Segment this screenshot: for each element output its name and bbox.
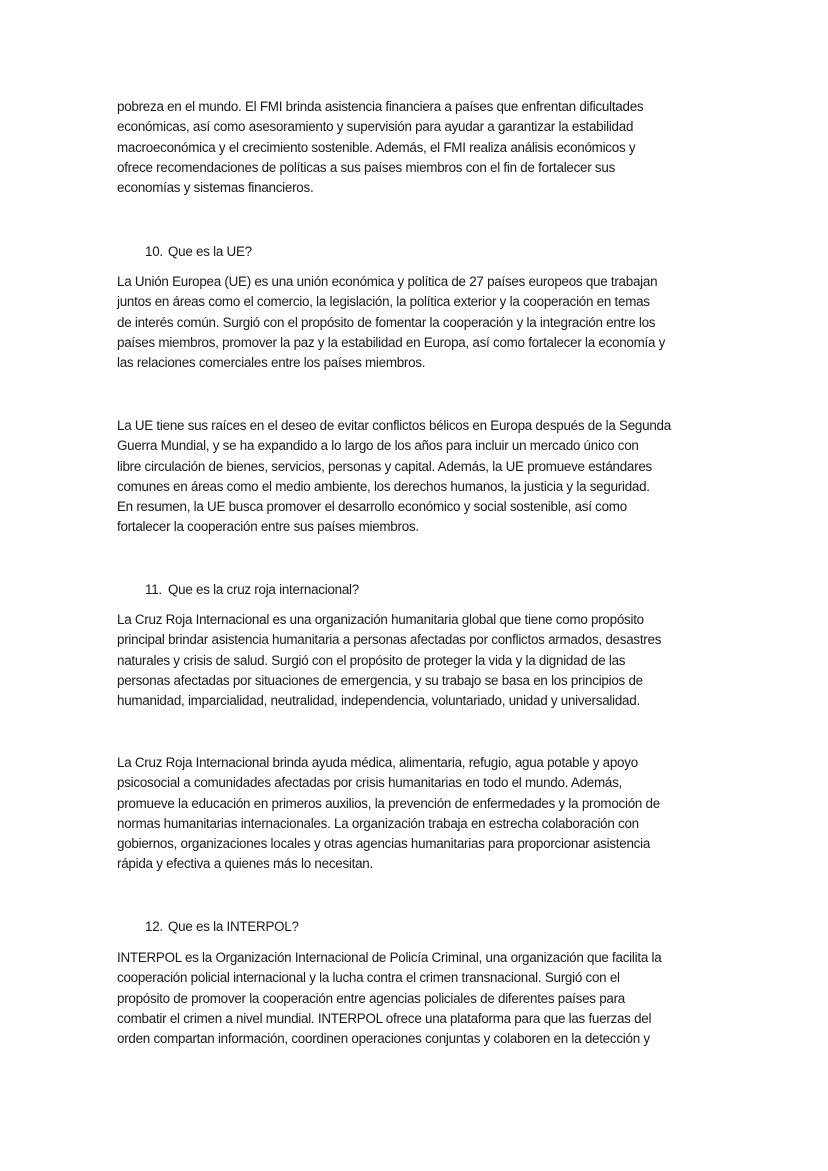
text-line: juntos en áreas como el comercio, la legislación, la política exterior y la cooperación en temas [117, 294, 650, 310]
text-line: combatir el crimen a nivel mundial. INTERPOL ofrece una plataforma para que las fuerzas del [117, 1010, 652, 1026]
text-line: cooperación policial internacional y la lucha contra el crimen transnacional. Surgió con el [117, 970, 620, 986]
paragraph-cruz-roja-activities [117, 753, 717, 875]
text-line: fortalecer la cooperación entre sus países miembros. [117, 519, 419, 535]
paragraph-cruz-roja-definition [117, 610, 717, 711]
text-line: INTERPOL es la Organización Internacional de Policía Criminal, una organización que facilita la [117, 950, 662, 965]
text-line: gobiernos, organizaciones locales y otras agencias humanitarias para proporcionar asistencia [117, 836, 651, 852]
paragraph-ue-definition [117, 272, 717, 373]
text-line: normas humanitarias internacionales. La organización trabaja en estrecha colaboración con [117, 815, 639, 831]
text-line: libre circulación de bienes, servicios, personas y capital. Además, la UE promueve estándares [117, 458, 652, 474]
text-line: naturales y crisis de salud. Surgió con el propósito de proteger la vida y la dignidad de las [117, 652, 626, 668]
text-line: La UE tiene sus raíces en el deseo de evitar conflictos bélicos en Europa después de la Segunda [117, 418, 671, 433]
text-line: La Cruz Roja Internacional brinda ayuda médica, alimentaria, refugio, agua potable y apoyo [117, 755, 638, 770]
text-line: de interés común. Surgió con el propósito de fomentar la cooperación y la integración entre los [117, 314, 656, 330]
heading-question-12 [145, 917, 299, 937]
text-line: propósito de promover la cooperación entre agencias policiales de diferentes países para [117, 990, 625, 1006]
list-number: 11. [145, 582, 162, 597]
heading-text: Que es la cruz roja internacional? [168, 582, 359, 597]
heading-question-10 [145, 242, 252, 262]
text-line: ofrece recomendaciones de políticas a sus países miembros con el fin de fortalecer sus [117, 159, 616, 175]
text-line: macroeconómica y el crecimiento sostenible. Además, el FMI realiza análisis económicos y [117, 139, 636, 155]
text-line: pobreza en el mundo. El FMI brinda asistencia financiera a países que enfrentan dificultades [117, 99, 644, 114]
heading-text: Que es la INTERPOL? [168, 919, 299, 934]
list-number: 10. [145, 244, 163, 259]
paragraph-interpol-definition [117, 948, 717, 1049]
list-number: 12. [145, 919, 163, 934]
text-line: económicas, así como asesoramiento y supervisión para ayudar a garantizar la estabilidad [117, 119, 634, 135]
text-line: En resumen, la UE busca promover el desarrollo económico y social sostenible, así como [117, 499, 627, 515]
text-line: Guerra Mundial, y se ha expandido a lo largo de los años para incluir un mercado único con [117, 438, 639, 454]
text-line: humanidad, imparcialidad, neutralidad, independencia, voluntariado, unidad y universalidad. [117, 693, 640, 709]
heading-text: Que es la UE? [168, 244, 252, 259]
text-line: promueve la educación en primeros auxilios, la prevención de enfermedades y la promoción de [117, 795, 660, 811]
text-line: La Cruz Roja Internacional es una organización humanitaria global que tiene como propósito [117, 612, 644, 627]
text-line: psicosocial a comunidades afectadas por crisis humanitarias en todo el mundo. Además, [117, 775, 622, 791]
paragraph-ue-history [117, 416, 717, 538]
text-line: La Unión Europea (UE) es una unión económica y política de 27 países europeos que trabajan [117, 274, 658, 289]
heading-question-11 [145, 580, 359, 600]
paragraph-fmi-continuation [117, 97, 717, 198]
text-line: personas afectadas por situaciones de emergencia, y su trabajo se basa en los principios de [117, 672, 643, 688]
text-line: principal brindar asistencia humanitaria a personas afectadas por conflictos armados, desastres [117, 632, 662, 648]
text-line: comunes en áreas como el medio ambiente, los derechos humanos, la justicia y la seguridad. [117, 478, 650, 494]
text-line: las relaciones comerciales entre los países miembros. [117, 355, 426, 371]
text-line: rápida y efectiva a quienes más lo necesitan. [117, 856, 373, 872]
text-line: economías y sistemas financieros. [117, 180, 314, 196]
text-line: países miembros, promover la paz y la estabilidad en Europa, así como fortalecer la economía y [117, 334, 666, 350]
text-line: orden compartan información, coordinen operaciones conjuntas y colaboren en la detección y [117, 1031, 650, 1047]
